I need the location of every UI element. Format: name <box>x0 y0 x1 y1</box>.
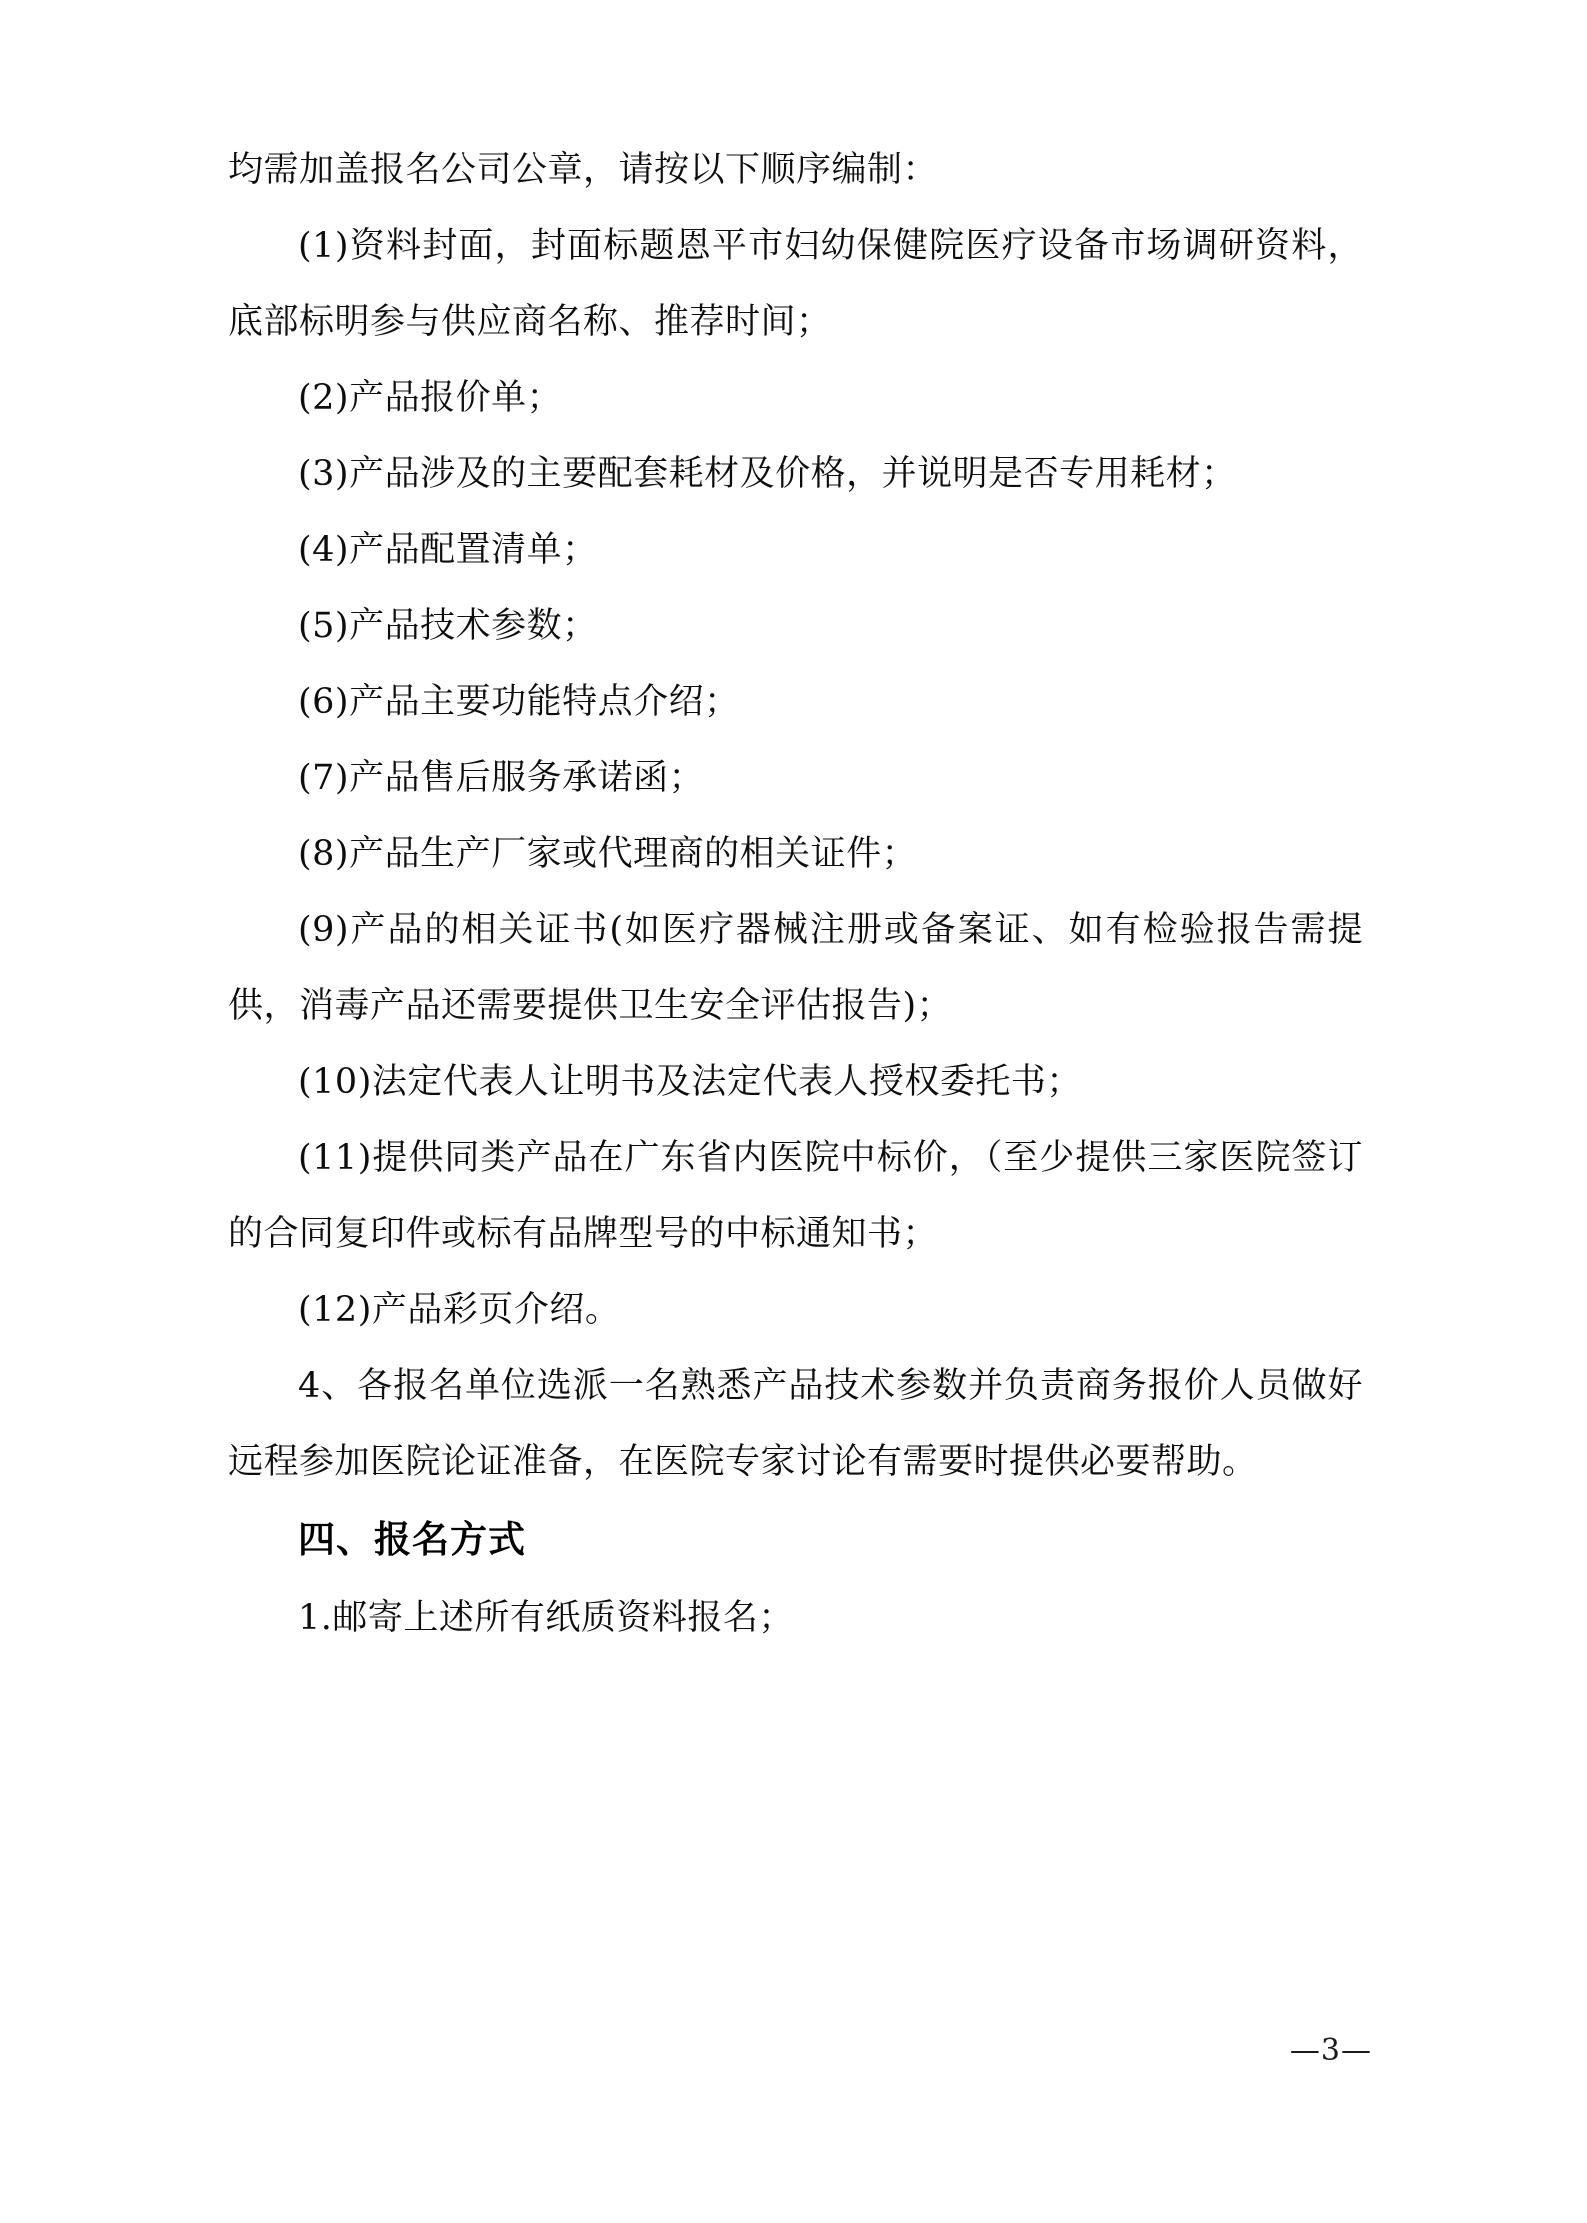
paragraph-item-6: (6)产品主要功能特点介绍； <box>298 682 740 722</box>
paragraph-item-3: (3)产品涉及的主要配套耗材及价格，并说明是否专用耗材； <box>298 454 1237 494</box>
paragraph-method-1: 1.邮寄上述所有纸质资料报名； <box>298 1598 794 1638</box>
paragraph-item-7: (7)产品售后服务承诺函； <box>298 758 705 798</box>
paragraph-item-12: (12)产品彩页介绍。 <box>298 1290 621 1330</box>
paragraph-item-11: (11)提供同类产品在广东省内医院中标价，（至少提供三家医院签订的合同复印件或标有品牌型号的中标通知书； <box>228 1138 1363 1254</box>
section-heading-registration-method: 四、报名方式 <box>298 1518 526 1561</box>
paragraph-intro: 均需加盖报名公司公章，请按以下顺序编制： <box>228 150 939 190</box>
paragraph-item-2: (2)产品报价单； <box>298 378 563 418</box>
paragraph-item-5: (5)产品技术参数； <box>298 606 598 646</box>
page-number: —3— <box>1289 2033 1372 2068</box>
paragraph-item-10: (10)法定代表人让明书及法定代表人授权委托书； <box>298 1062 1082 1102</box>
paragraph-item-1: (1)资料封面，封面标题恩平市妇幼保健院医疗设备市场调研资料，底部标明参与供应商名称、推荐时间； <box>228 226 1363 342</box>
document-body <box>228 132 1363 1656</box>
paragraph-item-4: (4)产品配置清单； <box>298 530 598 570</box>
paragraph-item-8: (8)产品生产厂家或代理商的相关证件； <box>298 834 918 874</box>
paragraph-clause-4: 4、各报名单位选派一名熟悉产品技术参数并负责商务报价人员做好远程参加医院论证准备，在医院专家讨论有需要时提供必要帮助。 <box>228 1366 1363 1482</box>
paragraph-item-9: (9)产品的相关证书(如医疗器械注册或备案证、如有检验报告需提供，消毒产品还需要提供卫生安全评估报告)； <box>228 910 1363 1026</box>
